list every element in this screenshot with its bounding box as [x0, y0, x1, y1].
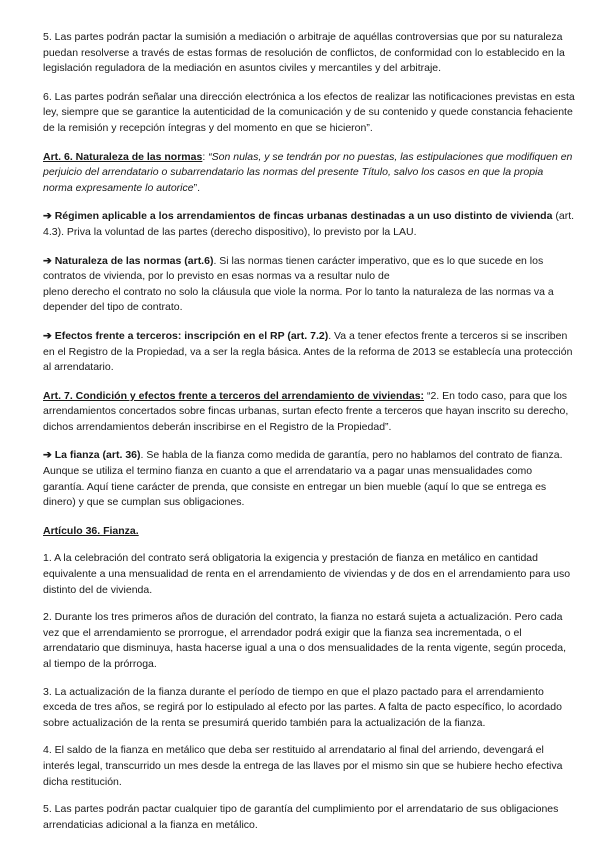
art6-heading: Art. 6. Naturaleza de las normas: [43, 150, 203, 163]
art6-quote: “Son nulas, y se tendrán por no puestas, las estipulaciones que modifiquen en perjuicio del arrendatario o subarrendatario las normas del presente Título, salvo los casos en que la propia norma expresamente lo autorice: [43, 150, 573, 194]
art36-paragraph-3: 3. La actualización de la fianza durante el período de tiempo en que el plazo pactado para el arrendamiento exceda de tres años, se regirá por lo estipulado al efecto por las partes. A falta de pacto específico, lo acordado sobre actualización de la renta se presumirá querido también para la actualización de la fianza.: [43, 685, 562, 729]
naturaleza-text-1: . Si las normas tienen carácter imperativo, que es lo que sucede en los contratos de vivienda, por lo previsto en esas normas va a resultar nulo de: [43, 254, 544, 283]
paragraph-regimen: [43, 209, 575, 240]
paragraph-fianza: [43, 448, 575, 510]
art36-heading: [43, 524, 575, 540]
fianza-heading: ➔ La fianza (art. 36): [43, 449, 141, 462]
art36-paragraph-2: 2. Durante los tres primeros años de duración del contrato, la fianza no estará sujeta a actualización. Pero cada vez que el arrendamiento se prorrogue, el arrendador podrá exigir que la fianza sea incrementada, o el arrendatario que disminuya, hasta hacerse igual a una o dos mensualidades de la renta vigente, según proceda, al tiempo de la prórroga.: [43, 611, 567, 670]
art36-paragraph-5: 5. Las partes podrán pactar cualquier tipo de garantía del cumplimiento por el arrendatario de sus obligaciones arrendaticias adicional a la fianza en metálico.: [43, 803, 559, 831]
efectos-text: . Va a tener efectos frente a terceros si se inscriben en el Registro de la Propiedad, va a ser la regla básica. Antes de la reforma de 2013 se establecía una protección al arrendatario.: [43, 329, 573, 374]
paragraph-mediation: 5. Las partes podrán pactar la sumisión a mediación o arbitraje de aquéllas controversias que por su naturaleza puedan resolverse a través de estas formas de resolución de conflictos, de conformidad con lo establecido en la legislación reguladora de la mediación en asuntos civiles y mercantiles y del arbitraje.: [43, 31, 565, 75]
document-page: [43, 0, 575, 833]
art7-text: “2. En todo caso, para que los arrendamientos concertados sobre fincas urbanas, surtan efecto frente a terceros que hayan inscrito su derecho, dichos arrendamientos deberán inscribirse en el Registro de la Propiedad”.: [43, 389, 569, 433]
paragraph-naturaleza: [43, 254, 575, 316]
efectos-heading: ➔ Efectos frente a terceros: inscripción en el RP (art. 7.2): [43, 329, 329, 342]
naturaleza-text-2: pleno derecho el contrato no solo la cláusula que viole la norma. Por lo tanto la naturaleza de las normas va a depender del tipo de contrato.: [43, 285, 554, 314]
regimen-text: (art. 4.3). Priva la voluntad de las partes (derecho dispositivo), lo previsto por la LAU.: [43, 210, 575, 238]
art7-heading: Art. 7. Condición y efectos frente a terceros del arrendamiento de viviendas:: [43, 389, 425, 402]
art6-separator: :: [202, 150, 209, 163]
fianza-text: . Se habla de la fianza como medida de garantía, pero no hablamos del contrato de fianza. Aunque se utiliza el termino fianza en cuanto a que el arrendatario va a pagar unas mensualidades como garantía. Aquí tiene carácter de prenda, que consiste en entregar un bien mueble (aquí lo que se entrega es dinero) y que se cumplan sus obligaciones.: [43, 449, 563, 509]
paragraph-efectos: [43, 329, 575, 376]
art6-quote-end: ”.: [193, 181, 201, 194]
paragraph-notifications: 6. Las partes podrán señalar una dirección electrónica a los efectos de realizar las notificaciones previstas en esta ley, siempre que se garantice la autenticidad de la comunicación y de su contenido y quede constancia fehaciente de la remisión y recepción íntegras y del momento en que se hicieron”.: [43, 90, 575, 134]
art36-paragraph-1: 1. A la celebración del contrato será obligatoria la exigencia y prestación de fianza en metálico en cantidad equivalente a una mensualidad de renta en el arrendamiento de viviendas y de dos en el arrendamiento para uso distinto del de vivienda.: [43, 552, 571, 596]
paragraph-art6: [43, 150, 575, 197]
art36-paragraph-4: 4. El saldo de la fianza en metálico que deba ser restituido al arrendatario al final del arriendo, devengará el interés legal, transcurrido un mes desde la entrega de las llaves por el mismo sin que se hubiere hecho efectiva dicha restitución.: [43, 744, 563, 788]
paragraph-art7: [43, 389, 575, 436]
naturaleza-heading: ➔ Naturaleza de las normas (art.6): [43, 254, 214, 267]
regimen-heading: ➔ Régimen aplicable a los arrendamientos de fincas urbanas destinadas a un uso distinto de vivienda: [43, 210, 553, 223]
art36-title: Artículo 36. Fianza.: [43, 524, 139, 537]
